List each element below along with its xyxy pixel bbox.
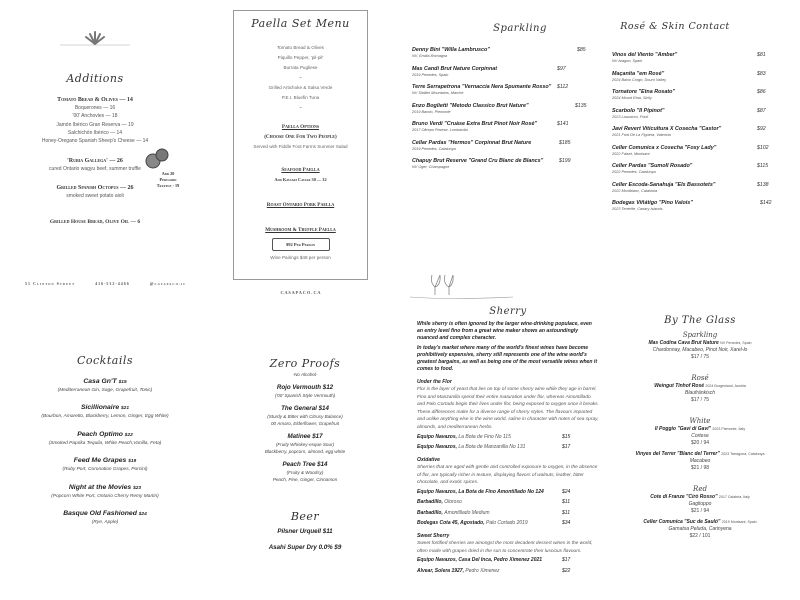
rubia-gallega-desc: cured Ontario wagyu beef, summer truffle xyxy=(49,166,141,173)
beer-title: Beer xyxy=(290,510,320,523)
cocktail-price: $22 xyxy=(124,432,133,438)
truffle-note-line: Perigord xyxy=(159,177,177,182)
paella-course: Burrata Pugliese xyxy=(283,65,318,70)
glass-wine xyxy=(630,451,770,458)
octopus-item: Grilled Spanish Octopus — 26 xyxy=(56,184,134,191)
under-flor-title: Under the Flor xyxy=(417,379,452,385)
zero-proof-name: The General $14 xyxy=(281,405,329,412)
wine-price: $138 xyxy=(757,181,769,188)
zero-proofs-section xyxy=(230,357,380,483)
cocktail-name-line xyxy=(20,403,190,413)
wine-price: $102 xyxy=(757,144,769,151)
sherry-price: $11 xyxy=(562,499,570,506)
cocktail-name: Sicillionaire xyxy=(80,404,120,411)
wine-name: Mas Candi Brut Nature Corpinnat xyxy=(412,65,498,72)
sweet-sherry-text: Sweet fortified sherries are amongst the most decadent dessert wines in the world, often made with grapes dried in the sun to concentrate their luscious flavours. xyxy=(417,541,593,554)
cocktail-ingredients: (Ruby Port, Coronation Grapes, Porcini) xyxy=(62,467,148,472)
wine-name: Vinos del Viento "Amber" xyxy=(612,52,678,58)
no-alcohol-note: -No Alcohol- xyxy=(292,372,318,377)
glass-wine-price: $20 / 94 xyxy=(690,440,710,446)
wine-entry xyxy=(612,163,772,182)
glass-wine-origin: NV Penedes, Spain xyxy=(720,341,752,345)
wine-origin: 2022 Montblanc, Catalonia xyxy=(612,188,658,193)
paella-course: Tomato Bread & Olives xyxy=(277,45,324,50)
house-bread-item: Grilled House Bread, Olive Oil — 6 xyxy=(49,219,141,226)
glass-wine xyxy=(630,383,770,390)
paella-options-sub: (Choose One For Two People) xyxy=(264,134,337,140)
zero-proof-desc: ('00' Spanish Style Vermouth) xyxy=(274,393,336,398)
wine-entry xyxy=(412,66,592,85)
wine-entry xyxy=(412,47,592,66)
sherry-wine: Palo Cortado 2019 xyxy=(486,519,528,526)
sherry-wine: Pedro Ximenez xyxy=(465,567,500,574)
wine-origin: NV Oger, Champagne xyxy=(412,165,450,169)
wine-pairings: Wine Pairings $48 per person xyxy=(270,255,331,260)
sherry-entry xyxy=(417,518,599,528)
wine-name: Celler Escoda-Sanahuja "Els Bassotets" xyxy=(612,181,716,188)
wine-origin: 2023 Tenerife, Canary Islands xyxy=(612,207,663,211)
sherry-intro-1: While sherry is often ignored by the larger wine-drinking populace, even an entry level fino from a great wine maker shows an astoundingly nuanced and complex character. xyxy=(417,321,592,341)
oxidative-title: Oxidative xyxy=(417,457,440,464)
glass-wine-origin: 2019 Montsant, Spain xyxy=(721,520,757,524)
wine-entry xyxy=(612,126,772,145)
truffle-note xyxy=(150,171,186,189)
wine-price: $86 xyxy=(757,89,766,95)
sherry-producer: Barbadillo, xyxy=(417,509,443,516)
wine-name: Bruno Verdi "Cruàse Extra Brut Pinot Noir Rosé" xyxy=(412,121,538,127)
glass-wine-origin: 2024 Burgenland, Austria xyxy=(705,384,746,388)
wine-entry xyxy=(612,71,772,90)
cocktail-name: Casa Gn'T xyxy=(83,377,117,385)
rose-list xyxy=(612,52,772,219)
sherry-producer: Equipo Navazos, xyxy=(417,433,458,440)
cocktail-ingredients: (Bourbon, Amaretto, Blackberry, Lemon, Ginger, Egg White) xyxy=(41,414,169,419)
by-the-glass-title: By The Glass xyxy=(664,315,736,326)
paella-course: Grilled Artichoke & Salsa Verde xyxy=(268,85,333,90)
beer-item: Pilsner Urquell $11 xyxy=(277,528,333,535)
cocktail-name-line xyxy=(20,430,190,440)
glass-category-title: Red xyxy=(693,485,707,493)
glass-wine-name: Cote di Franze "Cirò Rosso" xyxy=(650,494,718,500)
wine-origin: 2019 Penedes, Spain xyxy=(412,72,449,77)
sherry-price: $24 xyxy=(562,488,571,495)
wine-name: Celler Pardas "Sumoll Rosado" xyxy=(612,163,693,169)
octopus-desc: smoked sweet potato aioli xyxy=(66,192,124,199)
cocktail-name-line xyxy=(20,377,190,387)
fan-logo-icon xyxy=(60,30,130,48)
glass-wine-grapes: Chardonnay, Macabeo, Pinot Noir, Xarel-lo xyxy=(652,347,748,353)
sherry-producer: Bodegas Cota 45, Agostado, xyxy=(417,519,485,526)
additions-section xyxy=(30,72,160,226)
cocktail-name: Basque Old Fashioned xyxy=(63,510,137,517)
social-handle: @casapaco.ic xyxy=(149,281,187,286)
glass-wine-price: $21 / 98 xyxy=(690,465,710,471)
wine-glasses-icon xyxy=(408,272,518,300)
paella-course: ~ xyxy=(299,105,302,110)
wine-origin: NV, Emilia-Romagna xyxy=(412,54,448,58)
wine-entry xyxy=(412,103,592,122)
wine-origin: 2022 Falset, Montsant xyxy=(612,151,650,156)
zero-proof-name: Matinee $17 xyxy=(287,433,323,440)
cocktail-ingredients: (Mediterranean Gin, Sage, Grapefruit, Tonic) xyxy=(57,387,153,393)
sherry-price: $11 xyxy=(562,509,570,516)
sherry-price: $34 xyxy=(562,519,571,526)
sherry-wine: Amontillado Medium xyxy=(444,509,490,516)
paella-title: Paella Set Menu xyxy=(251,17,350,30)
cocktail-name: Feed Me Grapes xyxy=(73,457,127,464)
sherry-producer: Equipo Navazos, xyxy=(417,443,458,450)
sparkling-title: Sparkling xyxy=(493,23,547,34)
address-footer xyxy=(25,281,186,286)
glass-wine-grapes: Blaufränkisch xyxy=(684,390,715,396)
rose-title: Rosé & Skin Contact xyxy=(620,21,730,32)
caviar-addon: Add Kaviari Caviar 30 — 32 xyxy=(274,177,327,182)
sherry-entry xyxy=(417,555,599,565)
addition-item: Boquerones — 16 xyxy=(74,105,116,111)
wine-origin: 2019 Barolo, Piemonte xyxy=(412,109,451,114)
wine-entry xyxy=(412,121,592,140)
paella-options-title: Paella Options xyxy=(281,124,320,130)
paella-course: P.E.I. Bluefin Tuna xyxy=(281,95,320,100)
cocktail-ingredients: (Rye, Apple) xyxy=(91,520,119,525)
cocktails-title: Cocktails xyxy=(76,354,134,367)
glass-wine-origin: 2023 Tarragona, Catalunya xyxy=(721,452,765,456)
addition-item: Honey-Oregano Spanish Sheep's Cheese — 14 xyxy=(41,138,149,145)
sherry-wine: La Bota de Fino No 115 xyxy=(458,433,511,440)
glass-wine-grapes: Gaglioppo xyxy=(688,501,712,507)
glass-category-title: Rosé xyxy=(691,374,709,382)
wine-name: Celler Comunica x Cosecha "Foxy Lady" xyxy=(612,144,717,151)
pork-paella: Roast Ontario Pork Paella xyxy=(266,202,335,208)
beer-item: Asahi Super Dry 0.0% $9 xyxy=(268,544,342,551)
glass-wine-price: $21 / 94 xyxy=(690,508,710,514)
wine-price: $81 xyxy=(757,52,766,58)
wine-entry xyxy=(612,52,772,71)
wine-origin: 2024 Baixo Corgo, Douro Valley xyxy=(612,77,667,82)
by-the-glass-section xyxy=(630,314,770,540)
zero-proof-desc: 00 Amaro, Elderflower, Grapefruit xyxy=(271,421,339,426)
glass-wine xyxy=(630,519,770,526)
glass-wine-grapes: Garnatxa Peluda, Carinyena xyxy=(668,526,732,532)
sherry-price: $17 xyxy=(562,557,571,564)
wine-price: $185 xyxy=(559,139,571,146)
wine-entry xyxy=(412,84,592,103)
cocktail-name-line xyxy=(20,456,190,466)
seafood-paella: Seafood Paella xyxy=(281,167,320,173)
paella-served-note: Served with Fiddle Foot Farms Summer Salad xyxy=(253,144,348,149)
sherry-producer: Barbadillo, xyxy=(417,499,443,506)
sherry-price: $22 xyxy=(562,567,571,574)
glass-wine-origin: 2023 Piemonte, Italy xyxy=(712,427,746,431)
wine-origin: NV Sibillini Mountains, Marche xyxy=(412,91,464,95)
price-per-person: $92 Per Person xyxy=(285,242,315,247)
zero-proof-name: Peach Tree $14 xyxy=(282,461,328,468)
wine-entry xyxy=(412,158,592,177)
wine-name: Tornatore "Etna Rosato" xyxy=(612,89,676,95)
cocktails-section xyxy=(20,354,190,526)
glass-wine-price: $22 / 101 xyxy=(689,533,711,539)
cocktail-name: Peach Optimo xyxy=(77,430,123,438)
wine-entry xyxy=(612,145,772,164)
wine-entry xyxy=(612,182,772,201)
cocktail-price: $19 xyxy=(128,459,137,464)
sherry-entry xyxy=(417,508,599,518)
wine-name: Javi Revert Viticultura X Cosecha "Castor" xyxy=(612,126,722,132)
zero-proof-desc: Peach, Pine, Ginger, Cinnamon xyxy=(272,477,338,482)
zero-proof-desc: (Sturdy & Bitter with Citrusy Balance) xyxy=(267,414,343,419)
sparkling-list xyxy=(412,47,592,177)
glass-wine xyxy=(630,340,770,347)
addition-item: Jamón Ibérico Gran Reserva — 19 xyxy=(56,121,134,128)
cocktail-price: $15 xyxy=(118,379,127,385)
wine-price: $97 xyxy=(557,65,566,72)
sherry-wine: Oloroso xyxy=(444,499,462,506)
sherry-price: $15 xyxy=(562,433,571,440)
wine-origin: 2019 Penedes, Catalunya xyxy=(412,146,456,151)
wine-price: $141 xyxy=(557,121,569,127)
wine-name: Chapuy Brut Reserve "Grand Cru Blanc de Blancs" xyxy=(412,158,544,164)
wine-price: $115 xyxy=(757,163,769,169)
wine-name: Denny Bini "Willa Lambrusco" xyxy=(412,47,490,53)
sherry-price: $17 xyxy=(562,443,571,450)
wine-origin: 2023 Lauzacco, Friuli xyxy=(612,114,649,119)
wine-price: $199 xyxy=(559,158,571,164)
wine-name: Enzo Boglietti "Metodo Classico Brut Nature" xyxy=(412,102,529,109)
wine-origin: 2021 Font De La Figuera, Valencia xyxy=(612,133,671,137)
sherry-entry xyxy=(417,566,599,576)
glass-wine-name: Vinyes del Terrer "Blanc del Terrer" xyxy=(635,451,720,457)
addition-item: Salchichón Ibérico — 14 xyxy=(67,129,123,136)
glass-wine-grapes: Macabeo xyxy=(689,458,711,464)
glass-wine-name: Il Poggio "Gavi di Gavi" xyxy=(654,426,711,432)
sherry-entry xyxy=(417,497,599,507)
glass-wine xyxy=(630,494,770,501)
sweet-sherry-title: Sweet Sherry xyxy=(417,533,450,540)
sherry-wine: La Bota de Manzanilla No 131 xyxy=(458,443,526,450)
sherry-title: Sherry xyxy=(489,306,527,317)
wine-entry xyxy=(612,200,772,219)
glass-wine-name: Weingut Tinhof Rosé xyxy=(654,383,705,389)
glass-wine-name: Mas Codina Cava Brut Nature xyxy=(648,340,719,346)
sherry-entry xyxy=(417,442,599,452)
zero-proof-name: Rojo Vermouth $12 xyxy=(276,384,334,391)
wine-entry xyxy=(612,108,772,127)
wine-origin: 2022 Penedes, Catalunya xyxy=(612,170,656,174)
sherry-entry xyxy=(417,487,599,497)
glass-wine-name: Celler Comunica "Suc de Sauló" xyxy=(643,519,721,525)
beer-section xyxy=(230,510,380,552)
wine-entry xyxy=(612,89,772,108)
zero-proof-desc: (Fruity & Woodsy) xyxy=(286,470,324,475)
wine-name: Scarbolo "Il Pipinot" xyxy=(612,107,665,114)
wine-origin: NV Aragon, Spain xyxy=(612,59,643,63)
wine-name: Bodegas Viñátigo "Pino Valois" xyxy=(612,200,693,206)
zero-proof-desc: Blackberry, popcorn, almond, egg white xyxy=(264,449,346,454)
sherry-producer: Equipo Navazos, Casa Del Inca, Pedro Ximenez 2021 xyxy=(417,557,543,564)
truffle-note-line: Truffle - 19 xyxy=(156,183,180,188)
wine-origin: 2024 Mount Etna, Sicily xyxy=(612,96,652,100)
wine-price: $112 xyxy=(557,84,569,90)
additions-title: Additions xyxy=(66,72,124,85)
phone: 416-532-4466 xyxy=(95,281,130,286)
cocktail-price: $21 xyxy=(121,406,130,411)
wine-price: $83 xyxy=(757,70,766,77)
glass-wine-grapes: Cortese xyxy=(691,433,709,439)
oxidative-text: Sherries that are aged with gentle and controlled exposure to oxygen, in the absence of flor, are typically richer in texture, displaying flavors of walnuts, leather, bitter chocolate, and exotic spices. xyxy=(417,465,598,486)
glass-wine-price: $17 / 75 xyxy=(690,397,710,403)
wine-price: $135 xyxy=(575,102,587,109)
cocktail-ingredients: (Popcorn White Port, Ontario Cherry Remy Martin) xyxy=(51,493,159,499)
wine-name: Maçanita "em Rosé" xyxy=(612,70,665,77)
wine-price: $85 xyxy=(577,47,586,53)
truffle-note-line: Add 20 xyxy=(161,171,175,176)
glass-category-title: White xyxy=(689,417,711,425)
wine-name: Cellar Pardas "Hermos" Corpinnat Brut Nature xyxy=(412,139,532,146)
wine-price: $92 xyxy=(757,126,766,132)
tomato-bread-item: Tomato Bread & Olives — 14 xyxy=(57,97,133,103)
glass-category-title: Sparkling xyxy=(682,331,718,339)
under-flor-text: Flor is the layer of yeast that lies on top of some sherry wine while they age in barrel. Fino and Manzanilla spend their entire maturation under flor, whereas Amontillado and Palo Cortado begin their lives under flor, being exposed to oxygen once it breaks. These differences make for a diverse range of sherry styles. The flavours imparted and unlike anything else in the wine world, saline in character with notes of sea spray, almonds, and mediterranean herbs. xyxy=(417,387,599,430)
cocktail-price: $24 xyxy=(138,512,147,517)
addition-item: '00' Anchovies — 18 xyxy=(72,113,118,120)
zero-proofs-title: Zero Proofs xyxy=(269,357,341,370)
sherry-intro-2: In today's market where many of the world's finest wines have become prohibitively expensive, sherry still represents one of the wine world's greatest bargains, as well as being one of the most versatile wines when it comes to food. xyxy=(417,345,598,372)
sherry-producer: Alvear, Solera 1927, xyxy=(417,567,464,574)
cocktail-name: Night at the Movies xyxy=(68,483,132,491)
rubia-gallega-item: 'Rubia Gallega' — 26 xyxy=(67,158,123,165)
address: 51 Clinton Street xyxy=(25,281,76,286)
paella-set-menu xyxy=(233,10,368,280)
website: C A S A P A C O . C A xyxy=(280,290,321,295)
glass-wine-origin: 2017 Calabria, Italy xyxy=(718,495,750,499)
cocktail-name-line xyxy=(20,483,190,493)
wine-origin: 2017 Oltrepo Pavese, Lombardia xyxy=(412,128,468,132)
wine-price: $142 xyxy=(760,200,772,206)
zero-proof-desc: (Fruity Whiskey-esque Sour) xyxy=(275,442,335,447)
cocktail-price: $23 xyxy=(133,485,142,491)
paella-course: ~ xyxy=(299,75,302,80)
glass-wine xyxy=(630,426,770,433)
cocktail-ingredients: (Smoked Paprika Tequila, White Peach,Vanilla, Feta) xyxy=(48,440,162,446)
cocktail-name-line xyxy=(20,509,190,519)
sherry-section xyxy=(417,305,599,576)
sherry-producer: Equipo Navazos, La Bota de Fino Amontillado No 124 xyxy=(417,488,544,495)
glass-wine-price: $17 / 75 xyxy=(690,354,710,360)
mushroom-paella: Mushroom & Truffle Paella xyxy=(265,227,336,233)
wine-name: Terre Serrapetrona "Vernaccia Nera Spumante Rosso" xyxy=(412,84,552,90)
truffle-image xyxy=(144,148,170,170)
wine-price: $87 xyxy=(757,107,766,114)
paella-course: Piquillo Pepper, 'pil-pil' xyxy=(277,55,324,60)
sherry-entry xyxy=(417,432,599,442)
wine-entry xyxy=(412,140,592,159)
